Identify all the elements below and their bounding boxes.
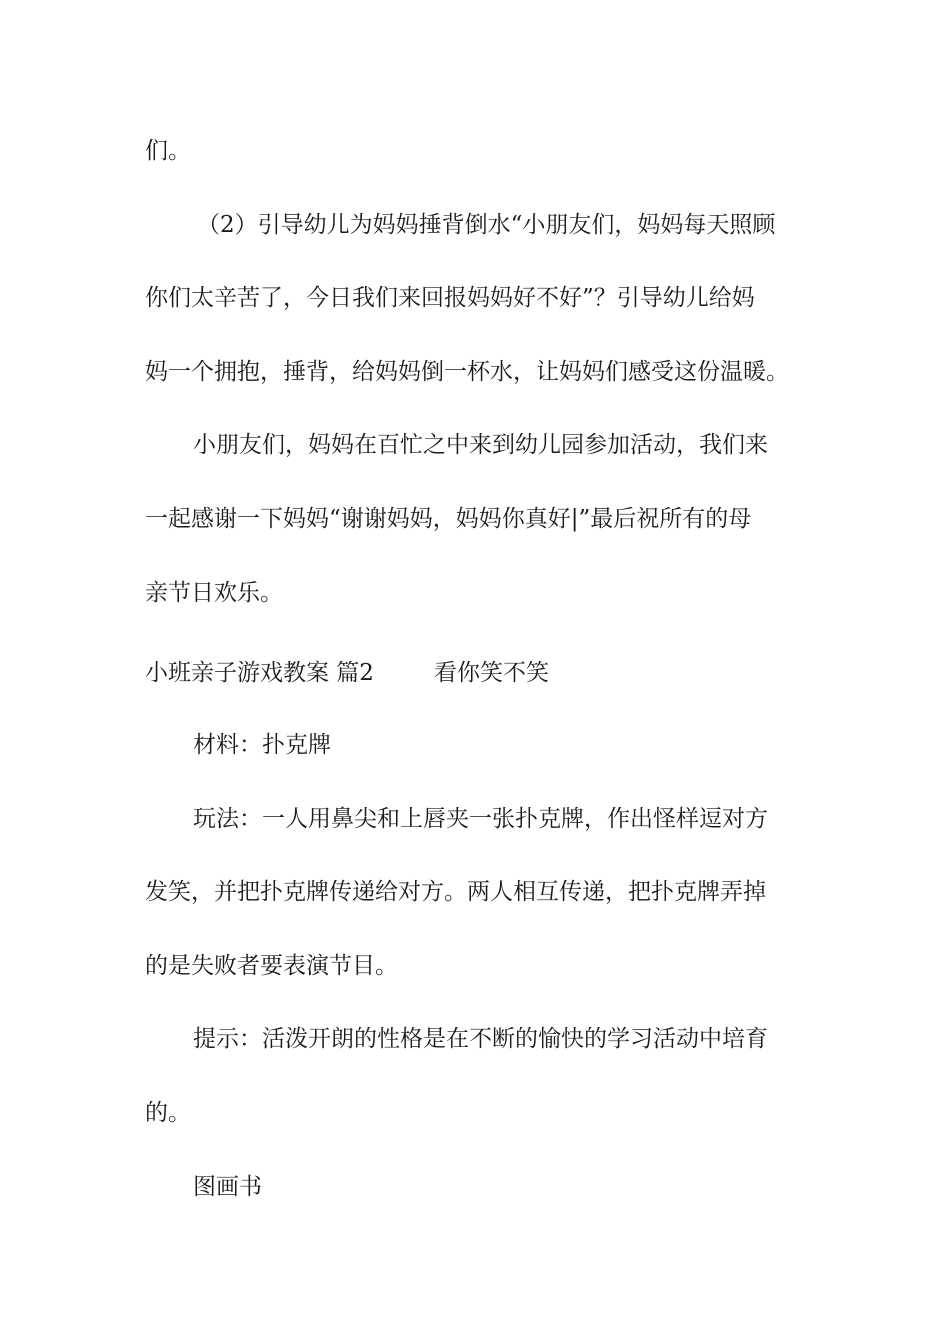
section-subtitle: 看你笑不笑 [433,660,549,686]
section-title: 小班亲子游戏教案 篇2 [145,660,374,686]
paragraph-line: 的。 [145,1099,191,1126]
paragraph-line: 玩法：一人用鼻尖和上唇夹一张扑克牌，作出怪样逗对方 [193,805,768,832]
paragraph-line: 图画书 [193,1173,262,1200]
paragraph-line: 材料：扑克牌 [193,732,331,758]
paragraph-line: 提示：活泼开朗的性格是在不断的愉快的学习活动中培育 [193,1026,768,1053]
paragraph-line: 妈一个拥抱，捶背，给妈妈倒一杯水，让妈妈们感受这份温暖。 [145,358,789,385]
paragraph-line: 一起感谢一下妈妈“谢谢妈妈，妈妈你真好|”最后祝所有的母 [145,505,752,532]
section-heading [145,657,549,689]
body-text-bottom [145,709,810,1224]
body-text-top [145,115,810,630]
paragraph-line: 你们太辛苦了，今日我们来回报妈妈好不好”？引导幼儿给妈 [145,285,755,312]
paragraph-line: 发笑，并把扑克牌传递给对方。两人相互传递，把扑克牌弄掉 [145,879,766,906]
paragraph-line: 的是失败者要表演节目。 [145,952,398,979]
paragraph-line: （2）引导幼儿为妈妈捶背倒水“小朋友们，妈妈每天照顾 [197,211,776,238]
paragraph-line: 亲节日欢乐。 [145,579,283,606]
paragraph-line: 们。 [145,138,191,164]
paragraph-line: 小朋友们，妈妈在百忙之中来到幼儿园参加活动，我们来 [193,432,768,459]
